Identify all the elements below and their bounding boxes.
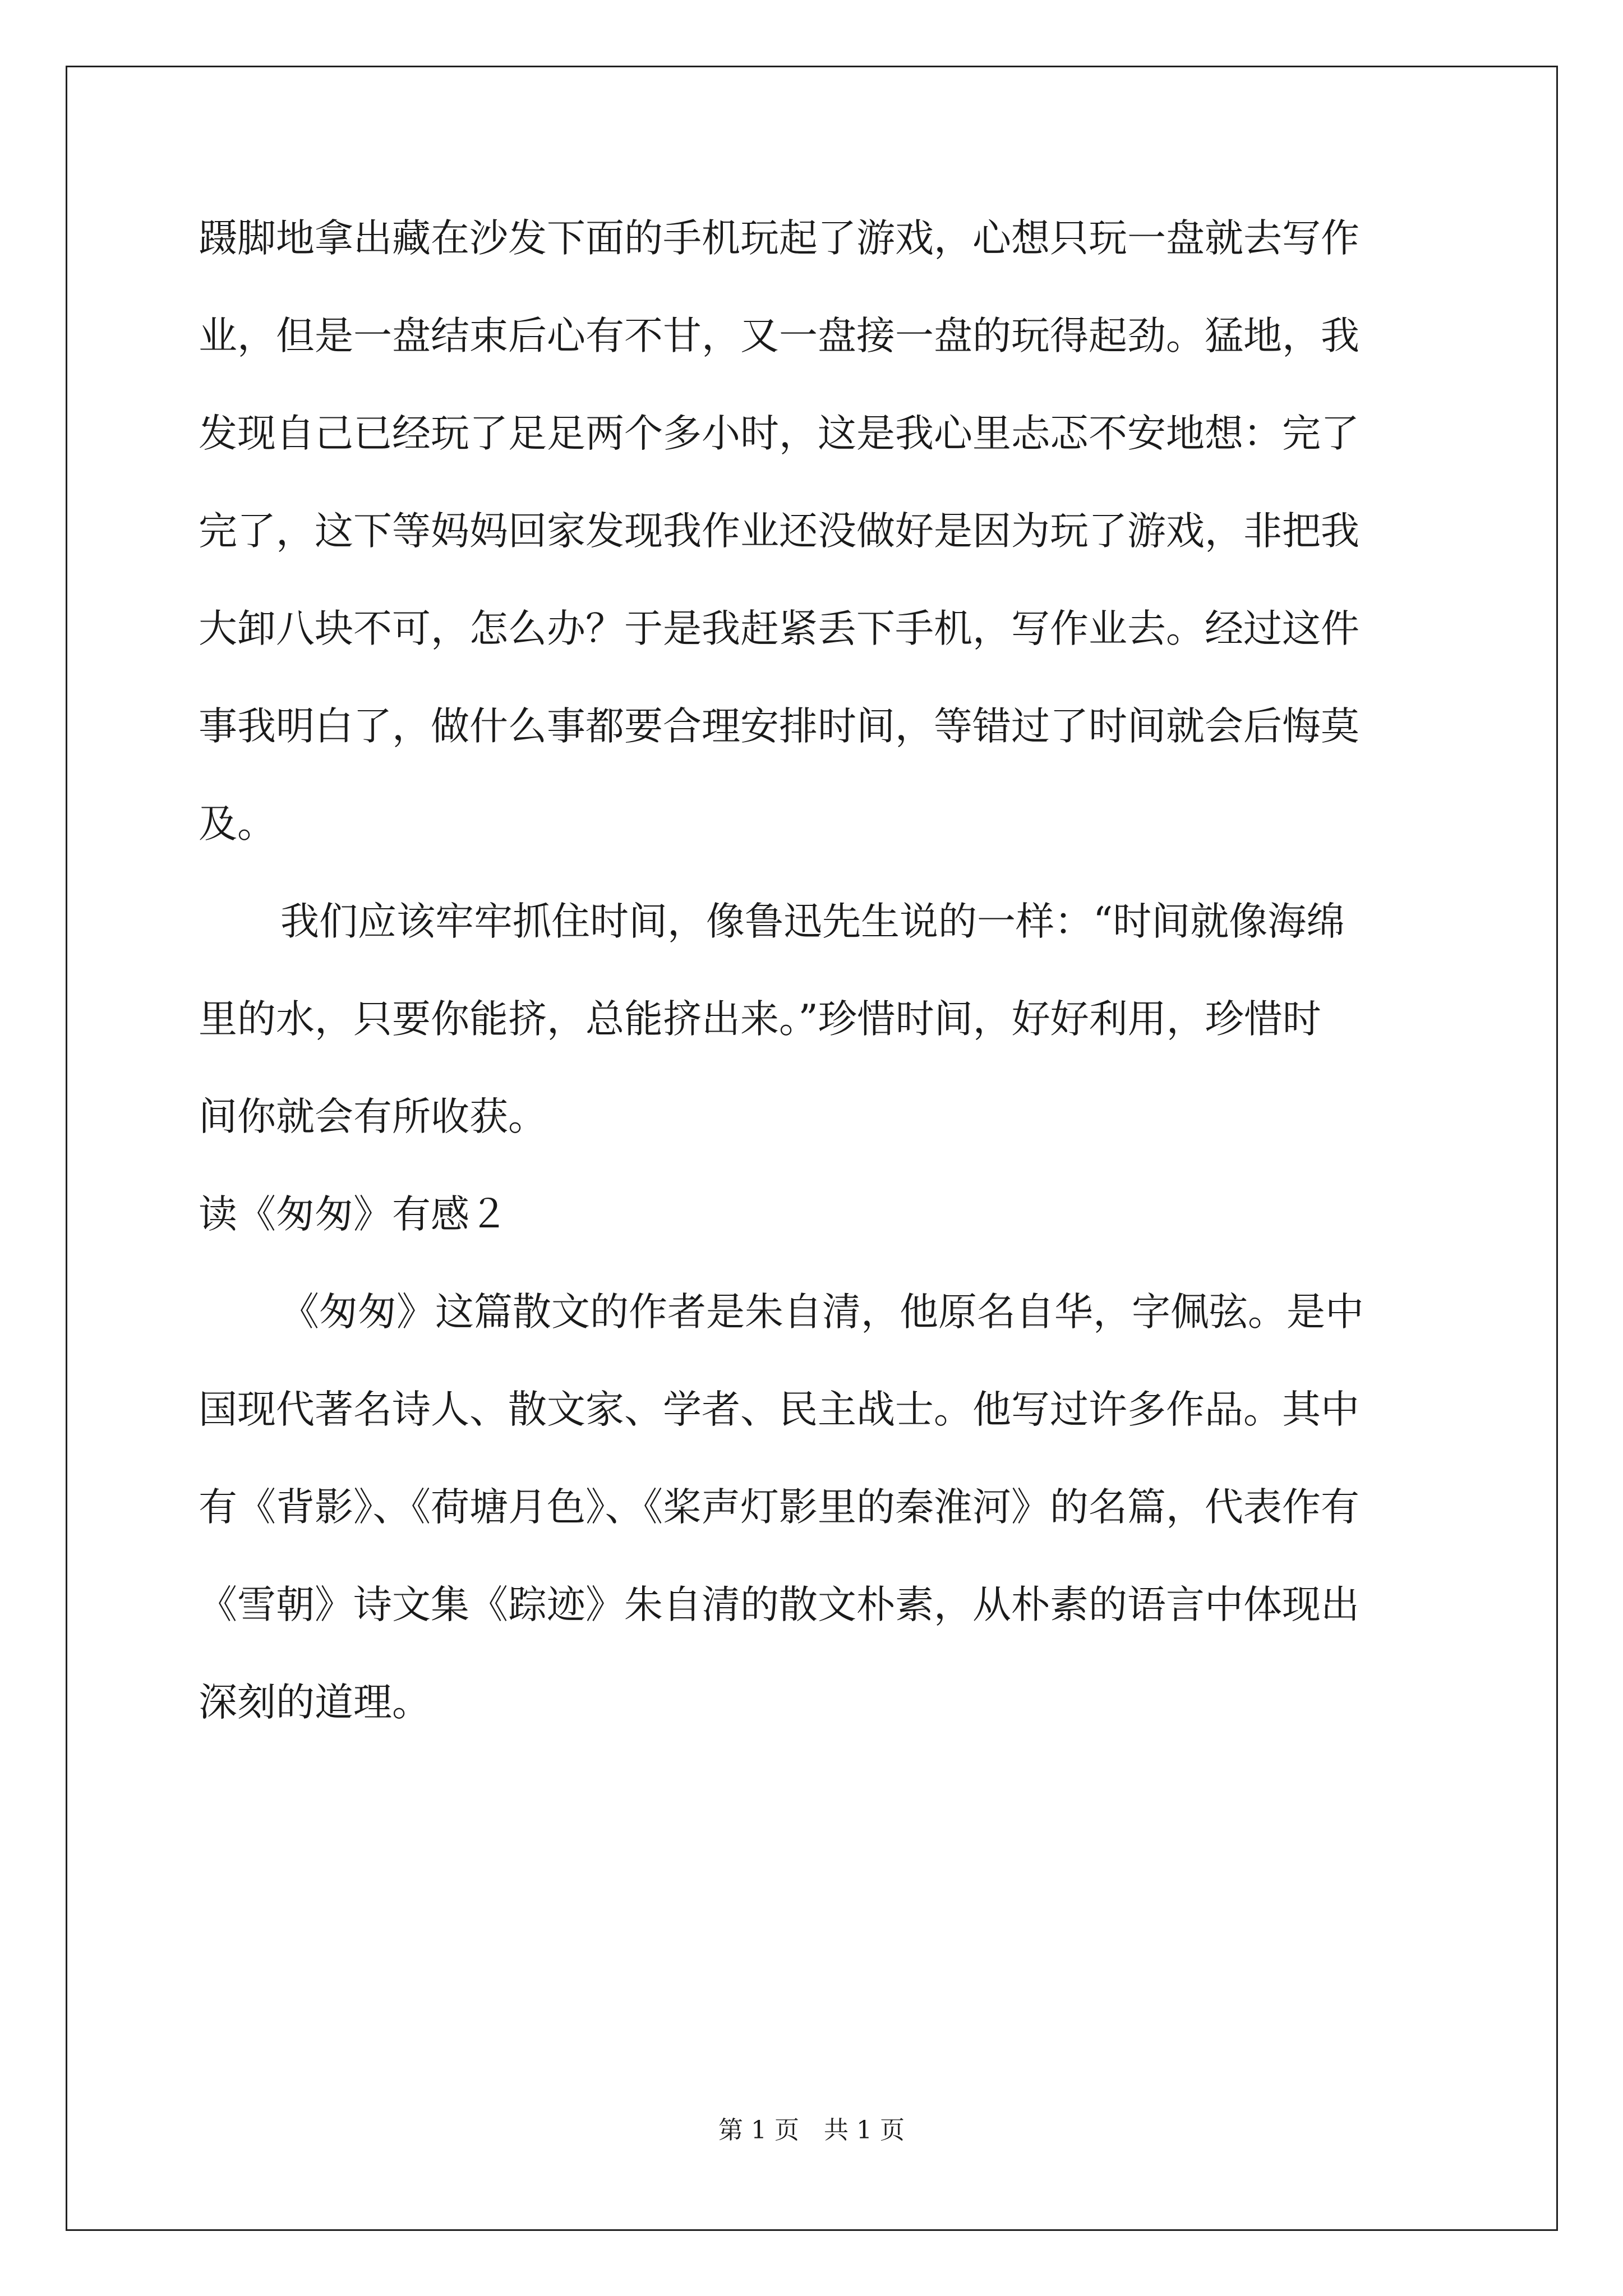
body-line: 蹑脚地拿出藏在沙发下面的手机玩起了游戏，心想只玩一盘就去写作: [199, 216, 1359, 261]
paragraph-first-line: 我们应该牢牢抓住时间，像鲁迅先生说的一样：“时间就像海绵: [280, 899, 1345, 944]
body-line: 有《背影》、《荷塘月色》、《桨声灯影里的秦淮河》的名篇，代表作有: [199, 1485, 1359, 1530]
body-line: 发现自己已经玩了足足两个多小时，这是我心里忐忑不安地想：完了: [199, 411, 1359, 456]
body-line: 事我明白了，做什么事都要合理安排时间，等错过了时间就会后悔莫: [199, 704, 1359, 749]
body-line: 及。: [199, 802, 276, 846]
body-line: 业，但是一盘结束后心有不甘，又一盘接一盘的玩得起劲。猛地，我: [199, 314, 1359, 358]
page-border: [66, 66, 1558, 2231]
body-line: 深刻的道理。: [199, 1680, 431, 1725]
paragraph-first-line: 《匆匆》这篇散文的作者是朱自清，他原名自华，字佩弦。是中: [280, 1290, 1364, 1335]
section-heading: 读《匆匆》有感２: [199, 1192, 508, 1237]
body-line: 完了，这下等妈妈回家发现我作业还没做好是因为玩了游戏，非把我: [199, 509, 1359, 554]
body-line: 间你就会有所收获。: [199, 1094, 547, 1139]
body-line: 国现代著名诗人、散文家、学者、民主战士。他写过许多作品。其中: [199, 1387, 1359, 1432]
body-line: 里的水，只要你能挤，总能挤出来。”珍惜时间，好好利用，珍惜时: [199, 997, 1321, 1042]
body-line: 大卸八块不可，怎么办？于是我赶紧丢下手机，写作业去。经过这件: [199, 606, 1359, 651]
page-footer: 第 1 页 共 1 页: [718, 2116, 905, 2145]
body-line: 《雪朝》诗文集《踪迹》朱自清的散文朴素，从朴素的语言中体现出: [199, 1582, 1359, 1627]
